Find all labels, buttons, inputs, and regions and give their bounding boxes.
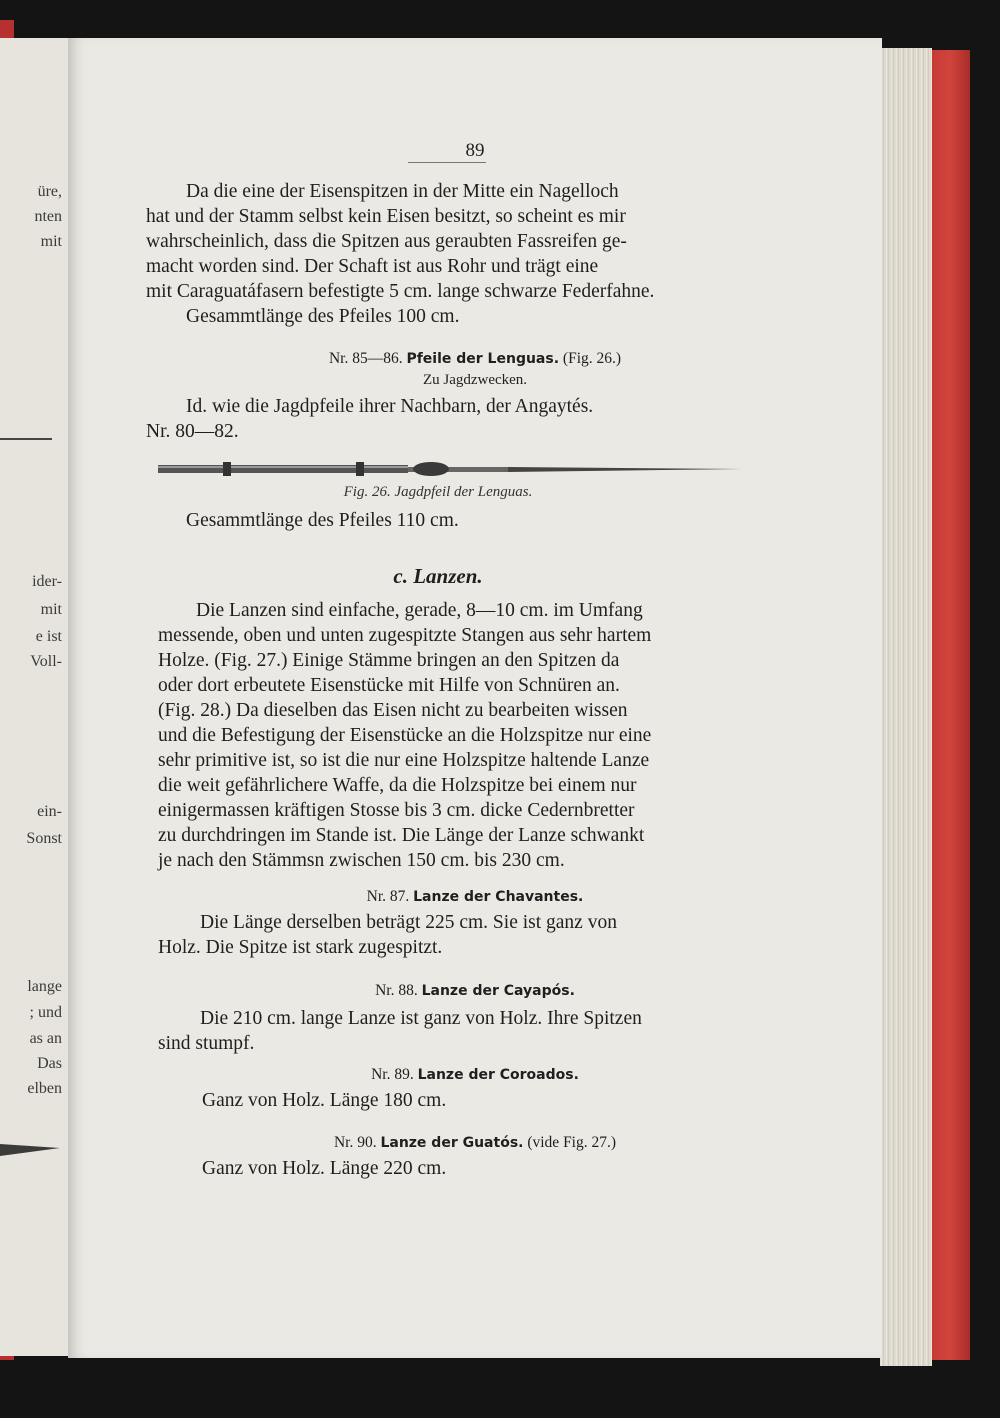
entry-heading-87 — [68, 888, 882, 906]
entry-subtitle: Zu Jagdzwecken. — [422, 372, 528, 388]
entry-title: Pfeile der Lenguas. — [406, 351, 560, 367]
left-fragment: Sonst — [26, 830, 62, 847]
text-line: Ganz von Holz. Länge 220 cm. — [202, 1158, 447, 1179]
entry-ref: (Fig. 26.) — [562, 350, 622, 367]
text-line: Ganz von Holz. Länge 180 cm. — [202, 1090, 447, 1111]
entry-number: Nr. 85—86. — [328, 350, 403, 367]
arrow-figure — [158, 456, 742, 482]
page-edges — [880, 48, 932, 1366]
left-fragment: üre, — [37, 183, 62, 200]
left-fragment: nten — [34, 208, 62, 225]
book-cover-right — [930, 50, 970, 1360]
left-fragment: elben — [27, 1080, 62, 1097]
entry-ref: (vide Fig. 27.) — [527, 1134, 617, 1151]
text-line: Gesammtlänge des Pfeiles 100 cm. — [186, 306, 460, 327]
text-line: und die Befestigung der Eisenstücke an die Holzspitze nur eine — [158, 725, 652, 746]
left-fragment: e ist — [35, 628, 62, 645]
entry-heading-89 — [68, 1066, 882, 1084]
page-number-rule — [408, 162, 486, 163]
left-fragment: ider- — [32, 573, 62, 590]
left-fragment: Voll- — [30, 653, 62, 670]
text-line: messende, oben und unten zugespitzte Stangen aus sehr hartem — [158, 625, 652, 646]
text-line: Gesammtlänge des Pfeiles 110 cm. — [186, 510, 459, 531]
left-fragment: lange — [27, 978, 62, 995]
text-line: Id. wie die Jagdpfeile ihrer Nachbarn, der Angaytés. — [186, 396, 594, 417]
text-line: Die Länge derselben beträgt 225 cm. Sie ist ganz von — [200, 912, 617, 933]
text-line: macht worden sind. Der Schaft ist aus Rohr und trägt eine — [146, 256, 599, 277]
text-line: Die Lanzen sind einfache, gerade, 8—10 cm. im Umfang — [196, 600, 643, 621]
book-page — [68, 38, 882, 1358]
entry-title: Lanze der Guatós. — [380, 1135, 524, 1151]
text-line: Da die eine der Eisenspitzen in der Mitte ein Nagelloch — [186, 181, 619, 202]
entry-number: Nr. 90. — [333, 1134, 377, 1151]
entry-title: Lanze der Coroados. — [417, 1067, 579, 1083]
text-line: sehr primitive ist, so ist die nur eine Holzspitze haltende Lanze — [158, 750, 650, 771]
text-line: je nach den Stämmsn zwischen 150 cm. bis 230 cm. — [158, 850, 565, 871]
entry-number: Nr. 87. — [366, 888, 410, 905]
entry-title: Lanze der Cayapós. — [421, 983, 575, 999]
text-line: zu durchdringen im Stande ist. Die Länge der Lanze schwankt — [158, 825, 645, 846]
text-line: hat und der Stamm selbst kein Eisen besitzt, so scheint es mir — [146, 206, 626, 227]
text-line: die weit gefährlichere Waffe, da die Holzspitze bei einem nur — [158, 775, 637, 796]
text-line: Die 210 cm. lange Lanze ist ganz von Holz. Ihre Spitzen — [200, 1008, 642, 1029]
text-line: Nr. 80—82. — [146, 421, 239, 442]
entry-number: Nr. 88. — [375, 982, 418, 999]
text-line: sind stumpf. — [158, 1033, 255, 1054]
section-title: c. Lanzen. — [393, 564, 483, 588]
text-line: Holz. Die Spitze ist stark zugespitzt. — [158, 937, 443, 958]
left-fragment: ein- — [37, 803, 62, 820]
left-figure-fragment — [0, 438, 52, 440]
left-fragment: as an — [29, 1030, 62, 1047]
left-page-fragment — [0, 38, 69, 1356]
left-fragment: mit — [40, 601, 62, 618]
left-fragment: mit — [40, 233, 62, 250]
left-fragment: Das — [37, 1055, 62, 1072]
text-line: wahrscheinlich, dass die Spitzen aus geraubten Fassreifen ge- — [146, 231, 627, 252]
left-fragment: ; und — [29, 1004, 62, 1021]
text-line: einigermassen kräftigen Stosse bis 3 cm. dicke Cedernbretter — [158, 800, 635, 821]
entry-heading-88 — [68, 982, 882, 1000]
page-number: 89 — [465, 140, 485, 161]
entry-title: Lanze der Chavantes. — [413, 889, 584, 905]
entry-number: Nr. 89. — [371, 1066, 414, 1083]
entry-heading-85 — [68, 350, 882, 368]
text-line: (Fig. 28.) Da dieselben das Eisen nicht zu bearbeiten wissen — [158, 700, 628, 721]
text-line: oder dort erbeutete Eisenstücke mit Hilfe von Schnüren an. — [158, 675, 620, 696]
entry-heading-90 — [68, 1134, 882, 1152]
text-line: mit Caraguatáfasern befestigte 5 cm. lange schwarze Federfahne. — [146, 281, 655, 302]
left-figure-arrowhead — [0, 1138, 66, 1162]
figure-caption: Fig. 26. Jagdpfeil der Lenguas. — [343, 484, 533, 500]
text-line: Holze. (Fig. 27.) Einige Stämme bringen an den Spitzen da — [158, 650, 620, 671]
